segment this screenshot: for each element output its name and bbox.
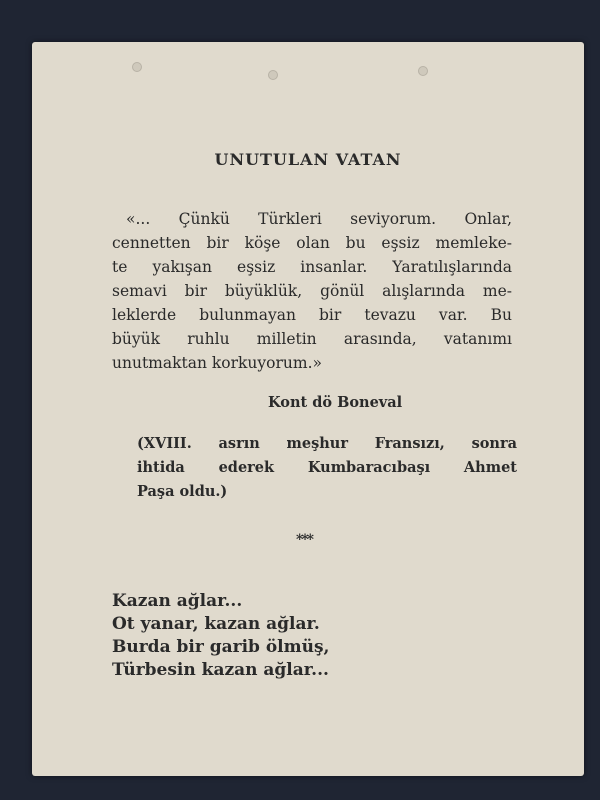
punch-hole	[418, 66, 428, 76]
separator-asterisks: ***	[296, 532, 312, 548]
quote-paragraph	[112, 207, 512, 375]
note-line: (XVIII. asrın meşhur Fransızı, sonra	[137, 435, 517, 452]
punch-hole	[132, 62, 142, 72]
quote-line: «... Çünkü Türkleri seviyorum. Onlar,	[126, 210, 512, 228]
quote-line: büyük ruhlu milletin arasında, vatanımı	[112, 330, 512, 348]
poem-line: Kazan ağlar...	[112, 591, 243, 611]
quote-line: unutmaktan korkuyorum.»	[112, 354, 322, 372]
quote-line: leklerde bulunmayan bir tevazu var. Bu	[112, 306, 512, 324]
note-line: Paşa oldu.)	[137, 483, 228, 500]
paper-page	[32, 42, 584, 776]
quote-line: te yakışan eşsiz insanlar. Yaratılışlarında	[112, 258, 512, 276]
page-title: UNUTULAN VATAN	[214, 150, 402, 169]
punch-hole	[268, 70, 278, 80]
poem-line: Türbesin kazan ağlar...	[112, 660, 329, 680]
quote-line: cennetten bir köşe olan bu eşsiz memleke-	[112, 234, 512, 252]
poem-line: Ot yanar, kazan ağlar.	[112, 614, 320, 634]
quote-line: semavi bir büyüklük, gönül alışlarında me-	[112, 282, 512, 300]
poem-line: Burda bir garib ölmüş,	[112, 637, 330, 657]
quote-author: Kont dö Boneval	[268, 394, 403, 411]
author-note	[137, 432, 517, 504]
note-line: ihtida ederek Kumbaracıbaşı Ahmet	[137, 459, 517, 476]
poem	[112, 590, 472, 682]
